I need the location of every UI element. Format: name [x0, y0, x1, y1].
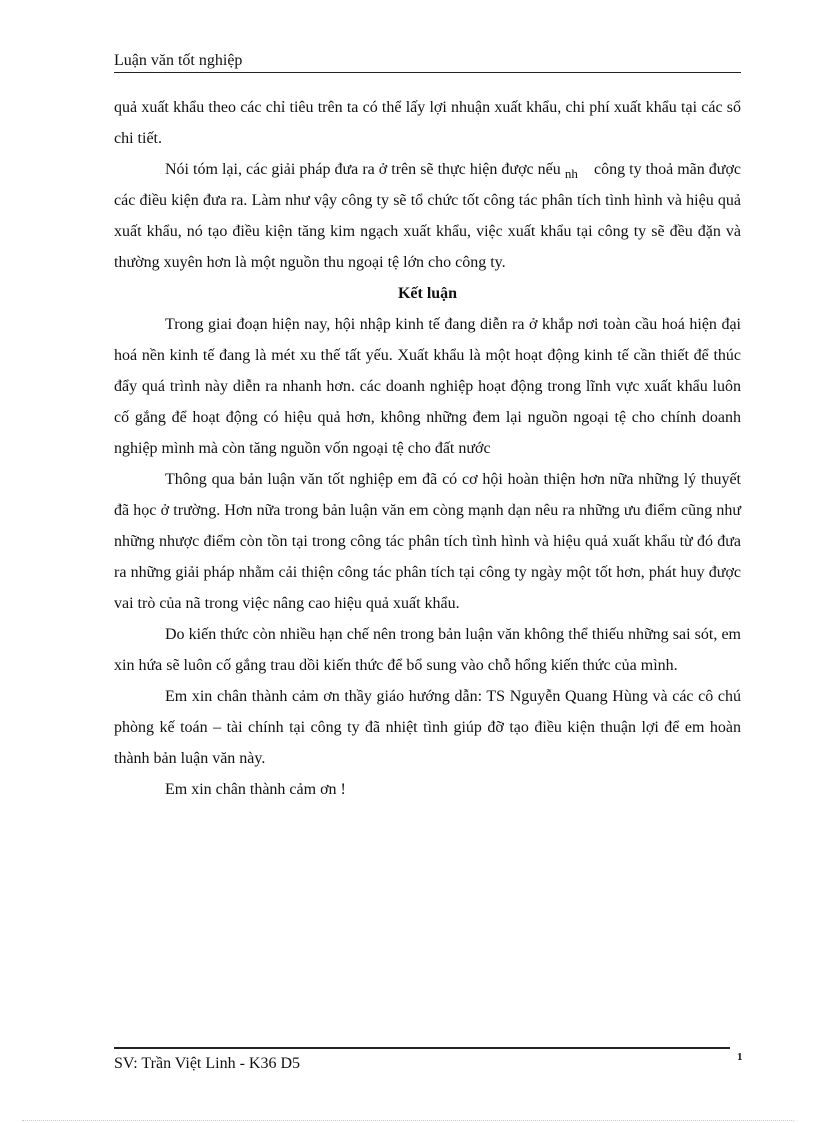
paragraph-closing: Em xin chân thành cảm ơn !: [165, 781, 346, 798]
body-text: [114, 92, 741, 805]
footer-divider: [114, 1047, 730, 1049]
section-heading-conclusion: Kết luận: [397, 285, 458, 302]
page-number: 1: [737, 1051, 743, 1063]
paragraph-conclusion-1: Trong giai đoạn hiện nay, hội nhập kinh tế đang diễn ra ở khắp nơi toàn cầu hoá hiện đại hoá nền kinh tế đang là mét xu thế tất yếu. Xuất khẩu là một hoạt động kinh tế cần thiết để thúc đẩy quá trình này diễn ra nhanh hơn. các doanh nghiệp hoạt động trong lĩnh vực xuất khẩu luôn cố gắng để hoạt động có hiệu quả hơn, không những đem lại nguồn ngoại tệ cho chính doanh nghiệp mình mà còn tăng nguồn vốn ngoại tệ cho đất nước: [114, 316, 741, 457]
paragraph-summary-start: Nói tóm lại, các giải pháp đưa ra ở trên sẽ thực hiện được nếu: [165, 161, 561, 178]
paragraph-summary-fragment: nh: [564, 166, 578, 181]
paragraph-continuation: quả xuất khẩu theo các chỉ tiêu trên ta có thể lấy lợi nhuận xuất khẩu, chi phí xuất khẩu tại các sổ chi tiết.: [114, 99, 741, 147]
paragraph-summary-end: công ty thoả mãn được các điều kiện đưa ra. Làm như vậy công ty sẽ tổ chức tốt công tác phân tích tình hình và hiệu quả xuất khẩu, nó tạo điều kiện tăng kim ngạch xuất khẩu, việc xuất khẩu tại công ty sẽ đều đặn và thường xuyên hơn là một nguồn thu ngoại tệ lớn cho công ty.: [114, 161, 742, 271]
header-title: Luận văn tốt nghiệp: [114, 52, 243, 69]
footer-author: SV: Trần Việt Linh - K36 D5: [114, 1055, 301, 1072]
page-bottom-border: [22, 1120, 794, 1121]
page-header: [114, 50, 741, 73]
paragraph-thanks: Em xin chân thành cảm ơn thầy giáo hướng dẫn: TS Nguyễn Quang Hùng và các cô chú phòng kế toán – tài chính tại công ty đã nhiệt tình giúp đỡ tạo điều kiện thuận lợi để em hoàn thành bản luận văn này.: [114, 688, 741, 767]
paragraph-summary: [114, 154, 741, 278]
paragraph-conclusion-2: Thông qua bản luận văn tốt nghiệp em đã có cơ hội hoàn thiện hơn nữa những lý thuyết đã học ở trường. Hơn nữa trong bản luận văn em còng mạnh dạn nêu ra những ưu điểm cũng như những nhược điểm còn tồn tại trong công tác phân tích tình hình và hiệu quả xuất khẩu từ đó đưa ra những giải pháp nhằm cải thiện công tác phân tích tại công ty ngày một tốt hơn, phát huy được vai trò của nã trong việc nâng cao hiệu quả xuất khẩu.: [114, 471, 741, 612]
paragraph-conclusion-3: Do kiến thức còn nhiều hạn chế nên trong bản luận văn không thể thiếu những sai sót, em xin hứa sẽ luôn cố gắng trau dồi kiến thức để bổ sung vào chỗ hổng kiến thức của mình.: [114, 626, 741, 674]
